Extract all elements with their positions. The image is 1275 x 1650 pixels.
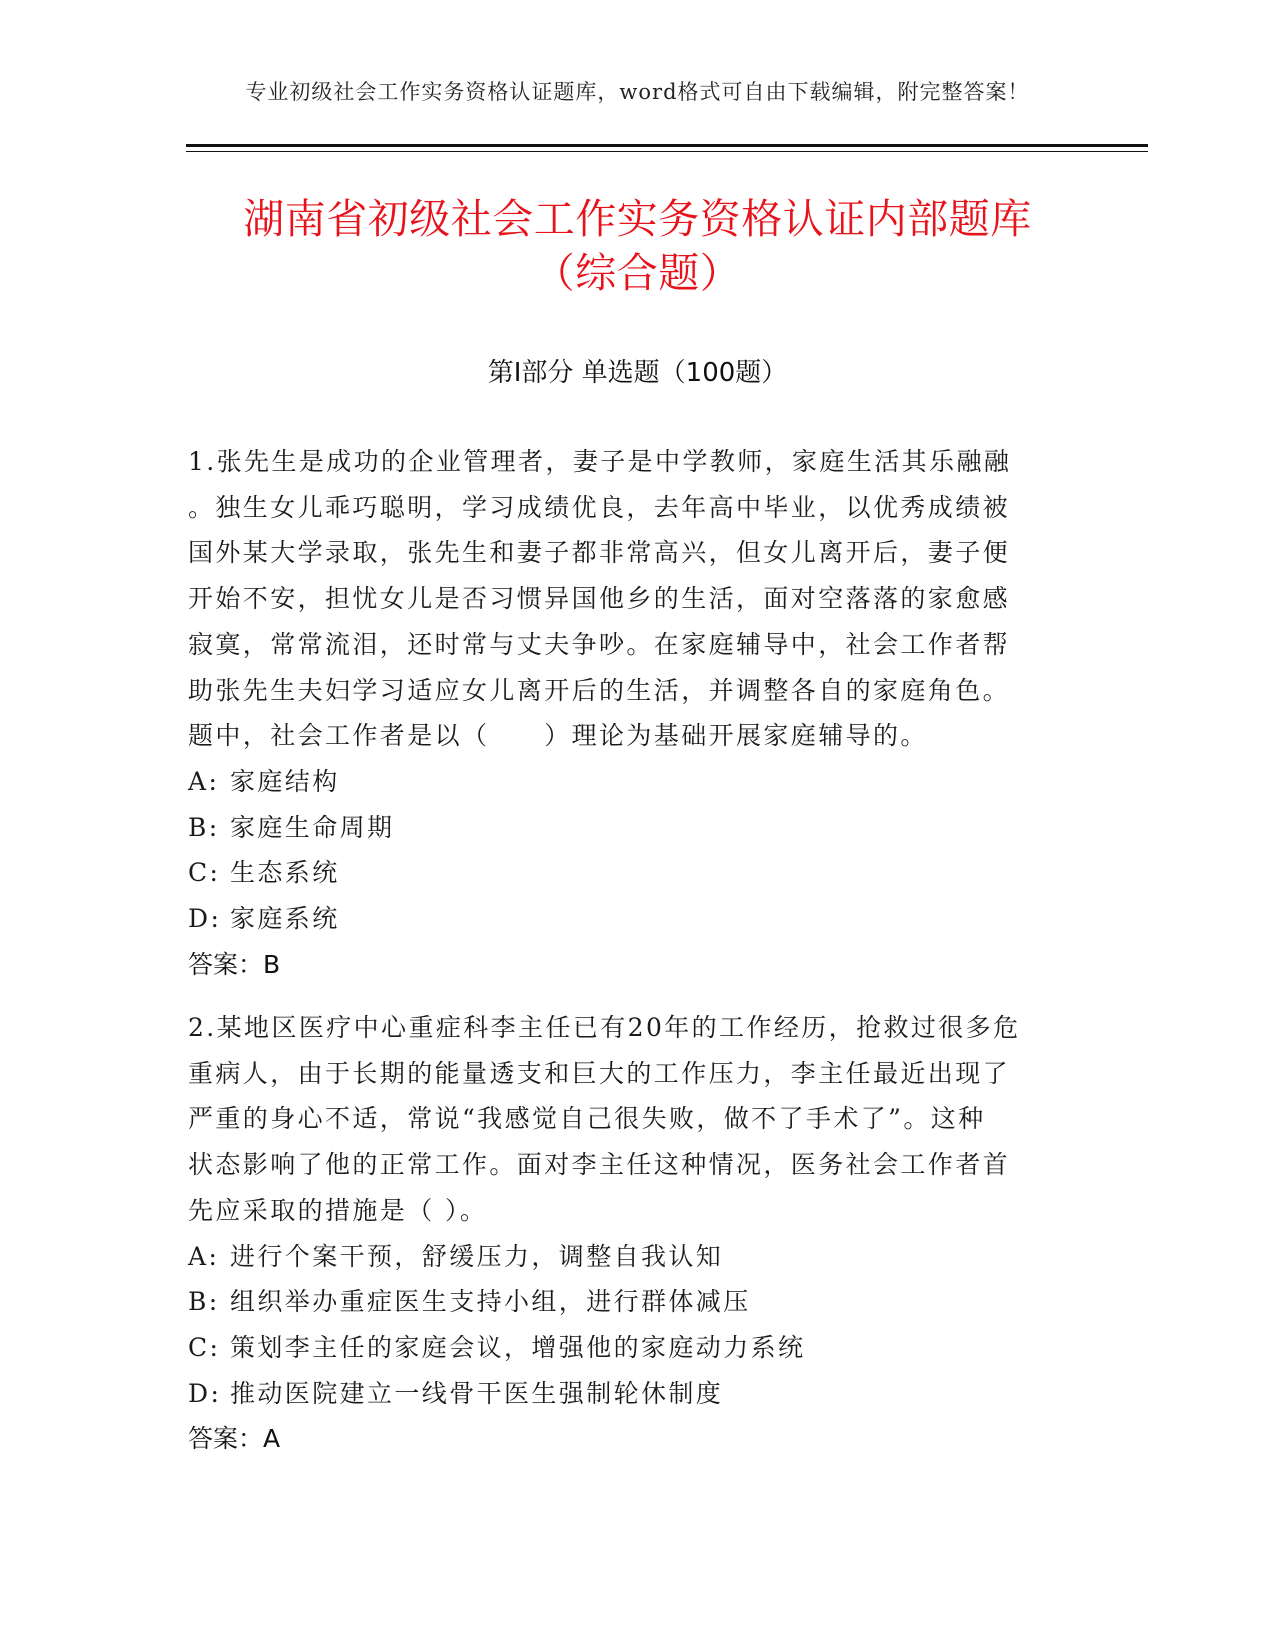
section-title: 第Ⅰ部分 单选题（100题）	[487, 358, 788, 388]
option-letter: A:	[188, 766, 220, 796]
stem-line: 寂寞，常常流泪，还时常与丈夫争吵。在家庭辅导中，社会工作者帮	[188, 629, 1011, 659]
stem-line: 1.张先生是成功的企业管理者，妻子是中学教师，家庭生活其乐融融	[188, 447, 1012, 476]
page-header-note: 专业初级社会工作实务资格认证题库，word格式可自由下载编辑，附完整答案！	[245, 80, 1030, 104]
option-text: 策划李主任的家庭会议，增强他的家庭动力系统	[230, 1332, 806, 1362]
header-divider-thin	[186, 151, 1148, 152]
question-1	[188, 439, 1088, 987]
option-text: 家庭结构	[230, 766, 340, 796]
option-c	[188, 850, 1088, 896]
option-a	[188, 1234, 1088, 1280]
option-b	[188, 805, 1088, 851]
option-letter: D:	[188, 904, 222, 934]
option-text: 家庭生命周期	[230, 812, 395, 842]
option-b	[188, 1279, 1088, 1325]
stem-line: 助张先生夫妇学习适应女儿离开后的生活，并调整各自的家庭角色。	[188, 675, 1011, 705]
option-letter: B:	[188, 812, 220, 842]
stem-line: 状态影响了他的正常工作。面对李主任这种情况，医务社会工作者首	[188, 1150, 1011, 1180]
option-text: 家庭系统	[230, 904, 340, 934]
question-2	[188, 1005, 1088, 1462]
option-letter: D:	[188, 1378, 222, 1408]
option-letter: C:	[188, 858, 221, 888]
header-divider-thick	[186, 144, 1148, 147]
option-letter: A:	[188, 1241, 220, 1271]
document-title-line-1: 湖南省初级社会工作实务资格认证内部题库	[243, 195, 1032, 243]
option-d	[188, 1371, 1088, 1417]
question-stem	[188, 1005, 1088, 1234]
stem-line: 先应采取的措施是（ ）。	[188, 1195, 488, 1225]
stem-line: 国外某大学录取，张先生和妻子都非常高兴，但女儿离开后，妻子便	[188, 538, 1011, 568]
stem-line: 。独生女儿乖巧聪明，学习成绩优良，去年高中毕业，以优秀成绩被	[188, 492, 1011, 522]
document-title-line-2: （综合题）	[533, 249, 742, 297]
stem-line: 2.某地区医疗中心重症科李主任已有20年的工作经历，抢救过很多危	[188, 1013, 1021, 1042]
option-letter: C:	[188, 1332, 221, 1362]
option-d	[188, 896, 1088, 942]
answer-line: 答案：B	[188, 949, 281, 979]
stem-line: 重病人，由于长期的能量透支和巨大的工作压力，李主任最近出现了	[188, 1058, 1011, 1088]
option-text: 生态系统	[230, 858, 340, 888]
stem-line: 题中，社会工作者是以（ ）理论为基础开展家庭辅导的。	[188, 721, 928, 751]
answer-line: 答案：A	[188, 1424, 281, 1454]
option-text: 组织举办重症医生支持小组，进行群体减压	[230, 1287, 751, 1317]
stem-line: 严重的身心不适，常说“我感觉自己很失败，做不了手术了”。这种	[188, 1104, 986, 1134]
option-text: 推动医院建立一线骨干医生强制轮休制度	[230, 1378, 724, 1408]
stem-line: 开始不安，担忧女儿是否习惯异国他乡的生活，面对空落落的家愈感	[188, 584, 1011, 614]
question-stem	[188, 439, 1088, 759]
option-c	[188, 1325, 1088, 1371]
option-letter: B:	[188, 1287, 220, 1317]
option-text: 进行个案干预，舒缓压力，调整自我认知	[230, 1241, 724, 1271]
document-title	[150, 192, 1125, 300]
option-a	[188, 759, 1088, 805]
